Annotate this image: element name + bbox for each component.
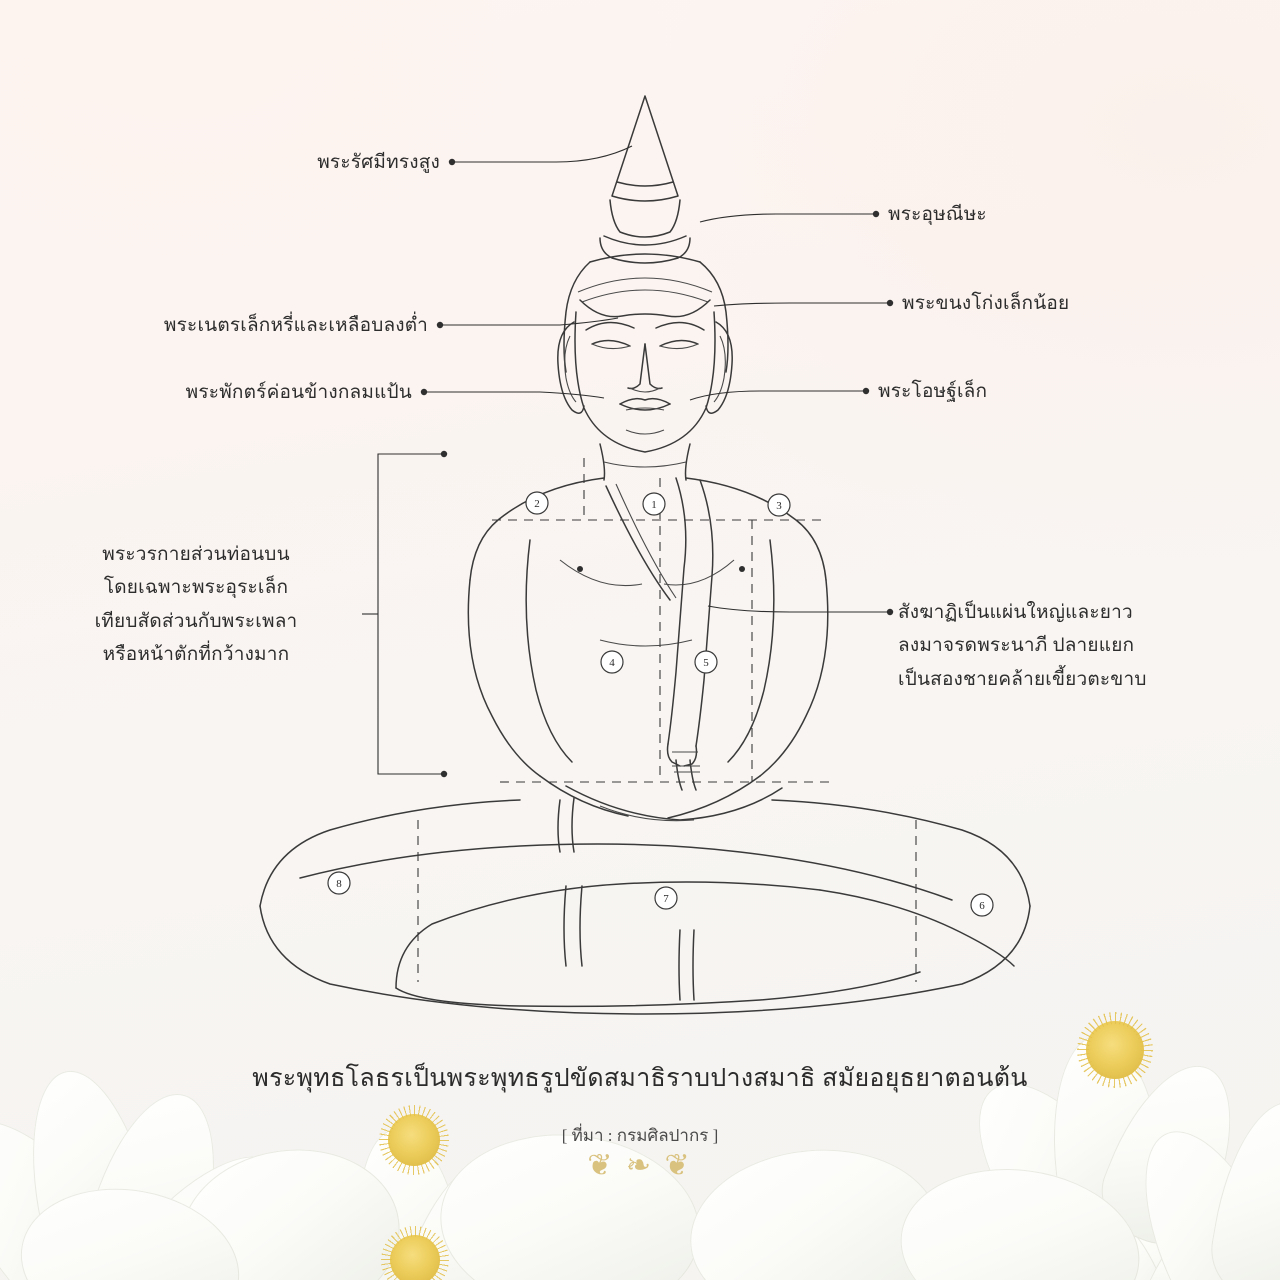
marker-label: 6	[979, 900, 985, 912]
diagram-caption: พระพุทธโลธรเป็นพระพุทธรูปขัดสมาธิราบปางสมาธิ สมัยอยุธยาตอนต้น	[252, 1065, 1028, 1092]
label-face: พระพักตร์ค่อนข้างกลมแป้น	[185, 382, 412, 403]
marker-label: 4	[609, 657, 615, 669]
label-eyebrows: พระขนงโก่งเล็กน้อย	[902, 293, 1070, 314]
label-lips: พระโอษฐ์เล็ก	[878, 381, 988, 402]
marker-label: 3	[776, 500, 782, 512]
label-line: พระวรกายส่วนท่อนบน	[102, 544, 290, 565]
label-eyes: พระเนตรเล็กหรี่และเหลือบลงต่ำ	[163, 315, 428, 336]
marker-label: 7	[663, 893, 669, 905]
marker-label: 8	[336, 878, 342, 890]
label-line: โดยเฉพาะพระอุระเล็ก	[103, 577, 289, 599]
label-line: เทียบสัดส่วนกับพระเพลา	[94, 610, 298, 632]
label-line: สังฆาฏิเป็นแผ่นใหญ่และยาว	[898, 602, 1133, 623]
marker-3	[768, 494, 790, 516]
label-line: ลงมาจรดพระนาภี ปลายแยก	[898, 635, 1135, 657]
label-line: หรือหน้าตักที่กว้างมาก	[102, 643, 290, 665]
marker-2	[526, 492, 548, 514]
marker-label: 5	[703, 657, 709, 669]
marker-5	[695, 651, 717, 673]
label-sanghati-block	[898, 596, 1198, 696]
label-line: เป็นสองชายคล้ายเขี้ยวตะขาบ	[898, 668, 1147, 690]
marker-label: 1	[651, 499, 657, 511]
label-rasmi: พระรัศมีทรงสูง	[317, 152, 440, 173]
label-upper-body-block	[40, 538, 352, 671]
marker-4	[601, 651, 623, 673]
marker-6	[971, 894, 993, 916]
diagram-source: [ ที่มา : กรมศิลปากร ]	[561, 1126, 719, 1145]
marker-8	[328, 872, 350, 894]
marker-7	[655, 887, 677, 909]
label-ushnisha: พระอุษณีษะ	[888, 204, 987, 225]
marker-1	[643, 493, 665, 515]
flourish-ornament: ❦ ❧ ❦	[587, 1149, 693, 1182]
marker-label: 2	[534, 498, 540, 510]
